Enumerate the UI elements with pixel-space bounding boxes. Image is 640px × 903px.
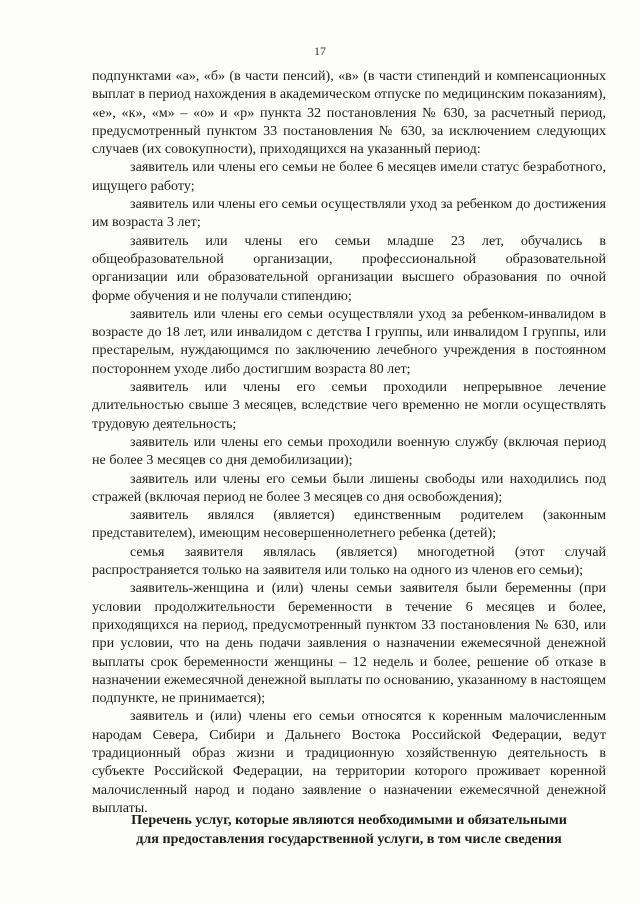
section-heading-line: Перечень услуг, которые являются необходимыми и обязательными (131, 812, 567, 828)
paragraph-students: заявитель или члены его семьи младше 23 лет, обучались в общеобразовательной организации, профессиональной образовательной организации или образовательной организации высшего образования по очной форме обучения и не получали стипендию; (92, 232, 606, 304)
paragraph-intro: подпунктами «а», «б» (в части пенсий), «в» (в части стипендий и компенсационных выплат в период нахождения в академическом отпуске по медицинским показаниям), «е», «к», «м» – «о» и «р» пункта 32 постановления № 630, за расчетный период, предусмотренный пунктом 33 постановления № 630, за исключением следующих случаев (их совокупности), приходящихся на указанный период: (92, 68, 606, 158)
section-heading-line: для предоставления государственной услуги, в том числе сведения (136, 831, 562, 847)
paragraph-indigenous: заявитель и (или) члены его семьи относятся к коренным малочисленным народам Севера, Сибири и Дальнего Востока Российской Федерации, ведут традиционный образ жизни и традиционную хозяйственную деятельность в субъекте Российской Федерации, на территории которого проживает коренной малочисленный народ и подано заявление о назначении ежемесячной денежной выплаты. (92, 708, 606, 816)
paragraph-disabled-care: заявитель или члены его семьи осуществляли уход за ребенком-инвалидом в возрасте до 18 лет, или инвалидом с детства I группы, или инвалидом I группы, или престарелым, нуждающимся по заключению лечебного учреждения в постоянном постороннем уходе либо достигшим возраста 80 лет; (92, 305, 606, 377)
section-heading (92, 811, 606, 849)
paragraph-military: заявитель или члены его семьи проходили военную службу (включая период не более 3 месяцев со дня демобилизации); (92, 433, 606, 469)
paragraph-unemployed: заявитель или члены его семьи не более 6 месяцев имели статус безработного, ищущего работу; (92, 159, 606, 194)
paragraph-large-family: семья заявителя являлась (является) многодетной (этот случай распространяется только на заявителя или только на одного из членов его семьи); (92, 543, 606, 579)
paragraph-single-parent: заявитель являлся (является) единственным родителем (законным представителем), имеющим несовершеннолетнего ребенка (детей); (92, 507, 606, 542)
paragraph-treatment: заявитель или члены его семьи проходили непрерывное лечение длительностью свыше 3 месяцев, вследствие чего временно не могли осуществлять трудовую деятельность; (92, 379, 606, 432)
paragraph-pregnancy: заявитель-женщина и (или) члены семьи заявителя были беременны (при условии продолжительности беременности в течение 6 месяцев и более, приходящихся на период, предусмотренный пунктом 33 постановления № 630, или при условии, что на день подачи заявления о назначении ежемесячной денежной выплаты срок беременности женщины – 12 недель и более, решение об отказе в назначении ежемесячной денежной выплаты по основанию, указанному в настоящем подпункте, не принимается); (92, 580, 606, 707)
body-text (92, 67, 606, 817)
page-number: 17 (314, 44, 326, 58)
paragraph-custody: заявитель или члены его семьи были лишены свободы или находились под стражей (включая период не более 3 месяцев со дня освобождения); (92, 470, 606, 505)
paragraph-childcare: заявитель или члены его семьи осуществляли уход за ребенком до достижения им возраста 3 лет; (92, 196, 606, 231)
